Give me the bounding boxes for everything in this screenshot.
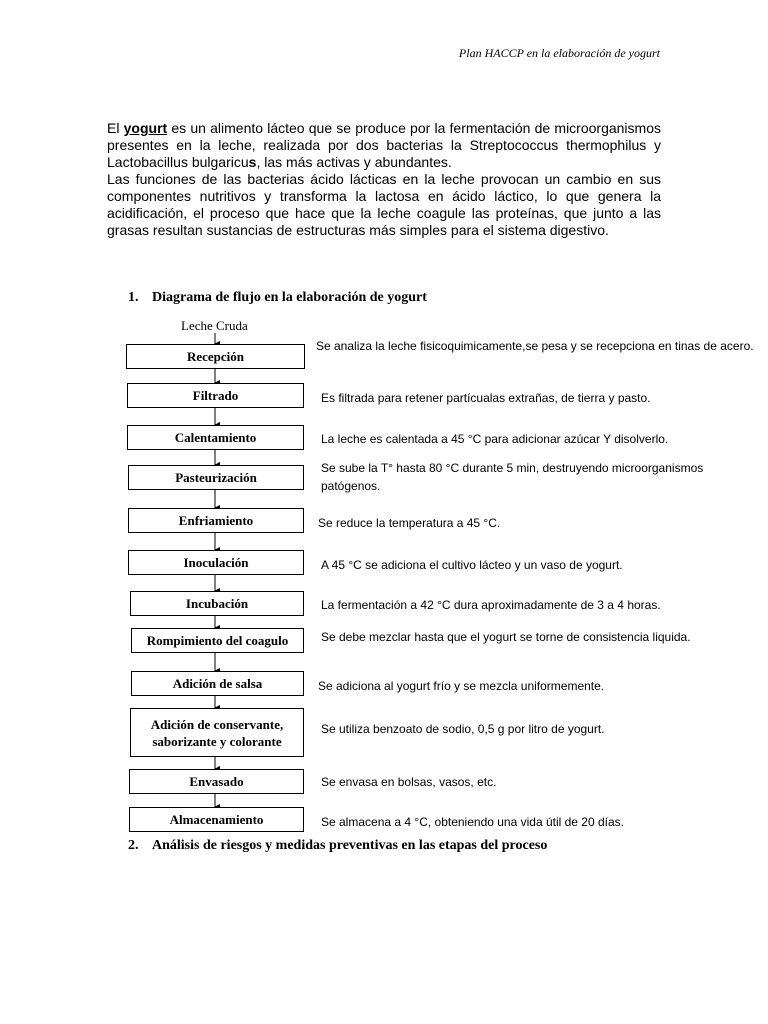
flow-step-recepcion: Recepción <box>126 344 305 369</box>
intro-p1-text: es un alimento lácteo que se produce por la fermentación de microorganismos presentes en la leche, realizada por dos bacterias la Streptococcus thermophilus y Lactobacillus bulgaricu <box>107 120 661 170</box>
flow-desc-enfriamiento: Se reduce la temperatura a 45 °C. <box>318 516 501 530</box>
flow-desc-adicion-salsa: Se adiciona al yogurt frío y se mezcla uniformemente. <box>318 679 605 693</box>
flow-desc-inoculacion: A 45 °C se adiciona el cultivo lácteo y un vaso de yogurt. <box>321 558 623 572</box>
flow-step-inoculacion: Inoculación <box>128 550 304 575</box>
section-2-title: Análisis de riesgos y medidas preventivas en las etapas del proceso <box>152 838 548 853</box>
flow-desc-incubacion: La fermentación a 42 °C dura aproximadamente de 3 a 4 horas. <box>321 598 661 612</box>
flow-step-adicion-conservante: Adición de conservante, saborizante y colorante <box>130 708 304 757</box>
flow-desc-recepcion: Se analiza la leche fisicoquimicamente,se pesa y se recepciona en tinas de acero. <box>316 339 754 353</box>
intro-paragraph-2: Las funciones de las bacterias ácido lácticas en la leche provocan un cambio en sus componentes nutritivos y transforma la lactosa en ácido láctico, lo que genera la acidificación, el proceso que hace que la leche coagule las proteínas, que junto a las grasas resultan sustancias de estructuras más simples para el sistema digestivo. <box>107 171 661 238</box>
flow-desc-calentamiento: La leche es calentada a 45 °C para adicionar azúcar Y disolverlo. <box>321 432 669 446</box>
section-2-number: 2. <box>128 838 139 853</box>
flow-step-almacenamiento: Almacenamiento <box>129 807 304 832</box>
intro-p1-bold-s: s <box>248 154 257 170</box>
flow-step-pasteurizacion: Pasteurización <box>128 465 304 490</box>
flow-step-incubacion: Incubación <box>130 591 304 616</box>
flow-desc-adicion-conservante: Se utiliza benzoato de sodio, 0,5 g por litro de yogurt. <box>321 722 605 736</box>
intro-p1-start: El <box>107 120 124 136</box>
document-header: Plan HACCP en la elaboración de yogurt <box>458 46 660 60</box>
flow-step-enfriamiento: Enfriamiento <box>128 508 304 533</box>
flow-desc-pasteurizacion: Se sube la T° hasta 80 °C durante 5 min, destruyendo microorganismos patógenos. <box>321 461 704 493</box>
section-1-number: 1. <box>128 290 139 305</box>
keyword-yogurt: yogurt <box>123 120 168 136</box>
flow-step-calentamiento: Calentamiento <box>127 425 304 450</box>
flow-desc-almacenamiento: Se almacena a 4 °C, obteniendo una vida útil de 20 días. <box>321 815 625 829</box>
section-1-title: Diagrama de flujo en la elaboración de yogurt <box>152 290 427 305</box>
flow-start-label: Leche Cruda <box>181 318 248 333</box>
flow-step-rompimiento: Rompimiento del coagulo <box>131 628 304 653</box>
flow-step-filtrado: Filtrado <box>127 383 304 408</box>
flow-step-adicion-salsa: Adición de salsa <box>131 671 304 696</box>
flow-desc-filtrado: Es filtrada para retener partícualas extrañas, de tierra y pasto. <box>321 391 651 405</box>
flow-desc-rompimiento: Se debe mezclar hasta que el yogurt se torne de consistencia liquida. <box>321 630 691 644</box>
flow-step-envasado: Envasado <box>129 769 304 794</box>
intro-p1-end: , las más activas y abundantes. <box>256 154 452 170</box>
section-2-heading <box>128 838 547 854</box>
flow-desc-envasado: Se envasa en bolsas, vasos, etc. <box>321 775 497 789</box>
